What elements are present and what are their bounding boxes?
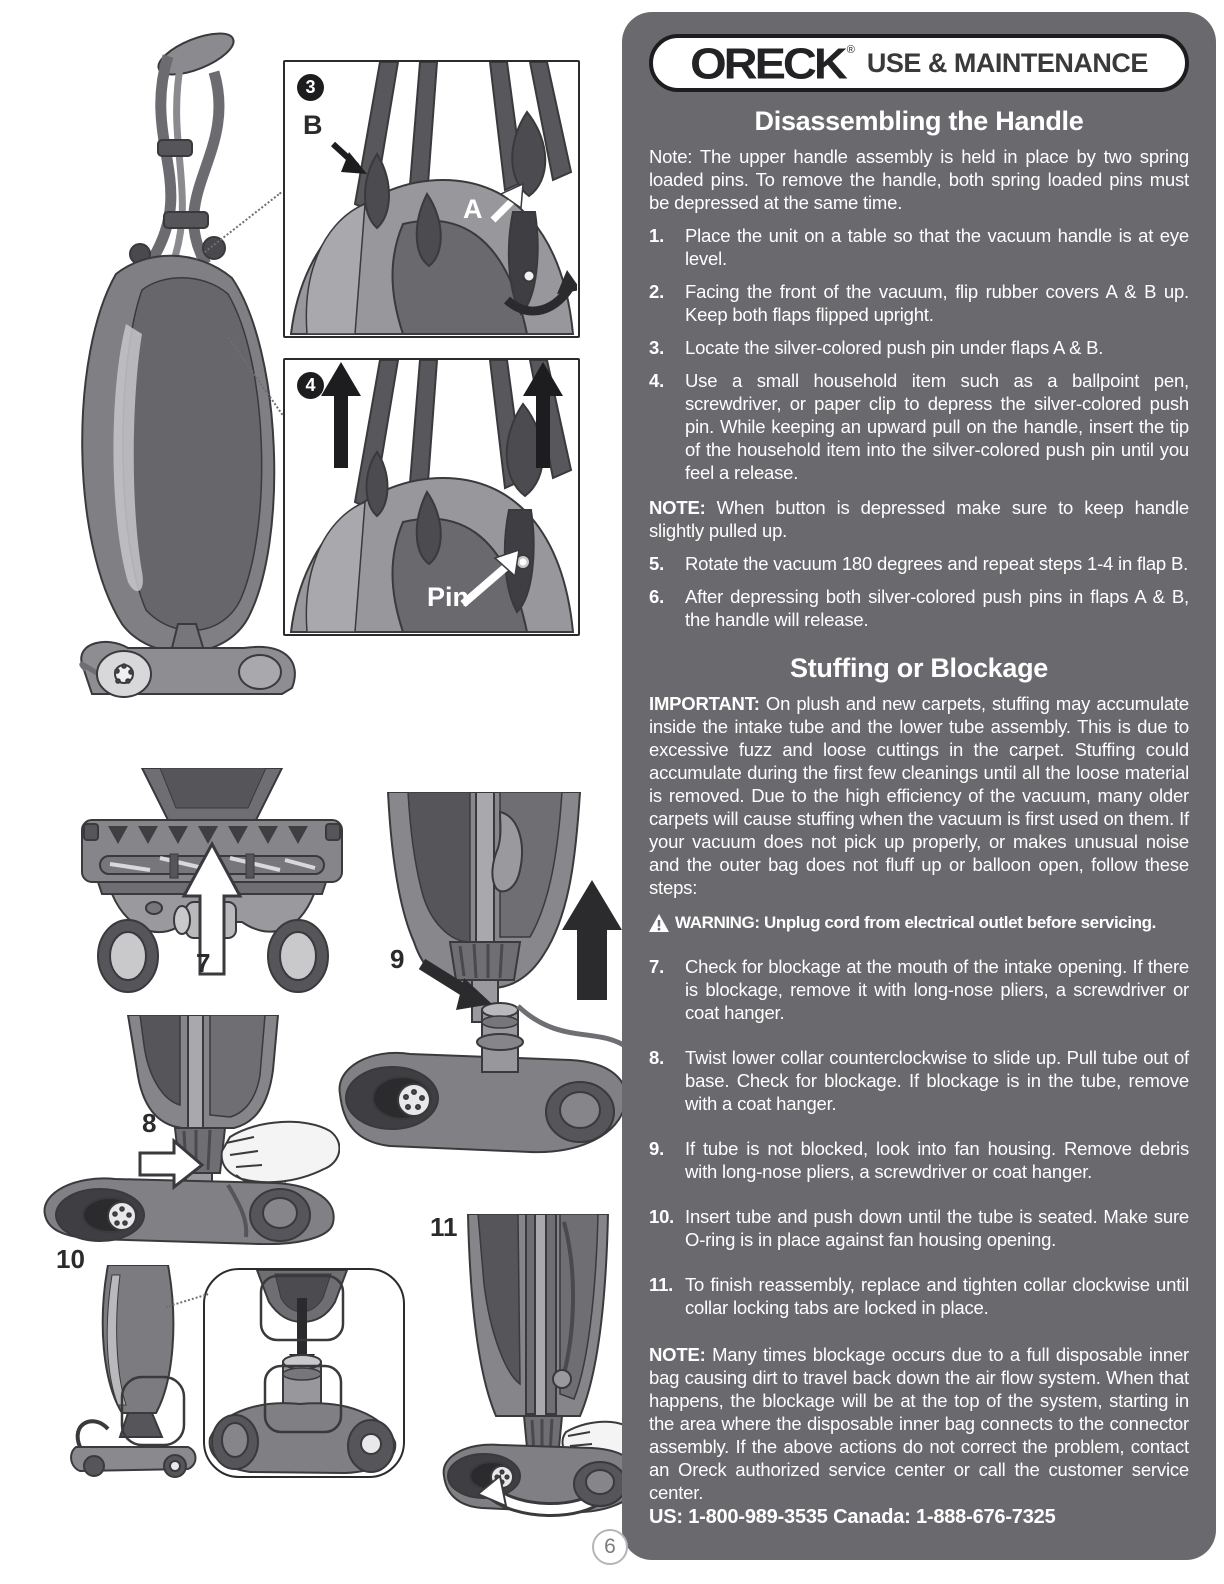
brand-header	[649, 34, 1189, 92]
base-underside-drawing	[70, 768, 355, 1018]
pole	[535, 1214, 546, 1416]
collar-twist-drawing	[40, 1015, 340, 1245]
important-note: IMPORTANT: On plush and new carpets, stuffing may accumulate inside the intake tube and the lower tube assembly. This is due to excessive fuzz and loose cuttings in the carpet. Stuffing could accumulate during the first few cleanings until all the loose material is removed. Due to the high efficiency of the vacuum, many older carpets will cause stuffing when the vacuum is first used on them. If your vacuum does not pick up properly, or makes unusual noise and the outer bag does not fluff up or balloon open, follow these steps:	[649, 693, 1189, 898]
tube-removed-drawing	[330, 792, 630, 1164]
mid-note: NOTE: When button is depressed make sure to keep handle slightly pulled up.	[649, 497, 1189, 541]
service-phone-numbers: US: 1-800-989-3535 Canada: 1-888-676-7325	[649, 1506, 1056, 1528]
registered-mark: ®	[846, 44, 855, 56]
figure-9-label: 9	[390, 944, 405, 974]
warning-triangle-icon	[649, 914, 669, 932]
figure-7-label: 7	[196, 948, 211, 978]
cord-hook	[553, 1370, 571, 1388]
figure-11-label: 11	[430, 1212, 458, 1242]
left-wheel	[84, 1456, 104, 1476]
figure-7-base-underside	[70, 768, 355, 1018]
tube-insert-drawing	[205, 1270, 402, 1475]
oreck-logo: ORECK	[690, 38, 845, 88]
pin-label: Pin	[427, 582, 470, 612]
step-7: 7. Check for blockage at the mouth of the intake opening. If there is blockage, remove it with long-nose pliers, a screwdriver or coat hanger.	[649, 956, 1189, 1023]
header-title: USE & MAINTENANCE	[866, 47, 1148, 78]
figure-10-vacuum	[60, 1265, 205, 1483]
up-arrow-icon	[562, 880, 622, 1000]
upright-vacuum-illustration	[46, 22, 296, 698]
callout-badge-4: 4	[297, 372, 324, 399]
figure-9-fan-housing	[330, 792, 630, 1164]
hand	[222, 1122, 340, 1182]
step-6: 6. After depressing both silver-colored push pins in flaps A & B, the handle will release.	[649, 586, 1189, 630]
rear-wheel	[239, 655, 281, 689]
step-2: 2. Facing the front of the vacuum, flip rubber covers A & B up. Keep both flaps flipped upright.	[649, 281, 1189, 325]
upright-vacuum-drawing	[46, 22, 296, 698]
handle-pole	[188, 1015, 203, 1128]
flap-b-label: B	[303, 110, 323, 140]
figure-8-collar-twist	[40, 1015, 340, 1245]
figure-10-label: 10	[56, 1244, 85, 1274]
tube-insert-detail-inset	[203, 1268, 405, 1478]
power-cord	[518, 1006, 628, 1048]
page-number: 6	[592, 1529, 628, 1565]
base-handle	[78, 1421, 108, 1447]
step-4: 4. Use a small household item such as a ballpoint pen, screwdriver, or paper clip to depress the silver-colored push pin. While keeping an upward pull on the handle, insert the tip of the household item into the silver-colored push pin until you feel a release.	[649, 370, 1189, 483]
handle-pole	[476, 792, 494, 944]
step-10: 10. Insert tube and push down until the tube is seated. Make sure O-ring is in place against fan housing opening.	[649, 1206, 1189, 1250]
step-9: 9. If tube is not blocked, look into fan housing. Remove debris with long-nose pliers, a screwdriver or coat hanger.	[649, 1138, 1189, 1182]
rubber-flap-a	[512, 112, 545, 196]
figure-8-label: 8	[142, 1108, 157, 1138]
disassembling-intro: Note: The upper handle assembly is held in place by two spring loaded pins. To remove the handle, both spring loaded pins must be depressed at the same time.	[649, 146, 1189, 213]
warning-line: WARNING: Unplug cord from electrical outlet before servicing.	[649, 913, 1189, 933]
step-5: 5. Rotate the vacuum 180 degrees and repeat steps 1-4 in flap B.	[649, 553, 1189, 574]
flap-a-label: A	[463, 194, 483, 224]
section-title-stuffing: Stuffing or Blockage	[789, 653, 1048, 683]
handle-detail-box-3	[283, 60, 580, 338]
flaps-detail-drawing	[285, 62, 577, 335]
section-title-disassembling: Disassembling the Handle	[754, 106, 1084, 136]
instructions-panel	[622, 12, 1216, 1560]
step-11: 11. To finish reassembly, replace and tighten collar clockwise until collar locking tabs are locked in place.	[649, 1274, 1189, 1318]
push-pin-dot	[524, 271, 535, 282]
fan-plate	[398, 1084, 430, 1116]
collar-lock-drawing	[440, 1214, 640, 1526]
small-vacuum-drawing	[60, 1265, 205, 1483]
step-8: 8. Twist lower collar counterclockwise to slide up. Pull tube out of base. Check for blockage. If blockage is in the tube, remove with a coat hanger.	[649, 1047, 1189, 1114]
neck	[120, 1413, 162, 1437]
figure-11-collar-lock	[440, 1214, 640, 1526]
end-note: NOTE: Many times blockage occurs due to a full disposable inner bag causing dirt to travel back down the air flow system. When that happens, the blockage will be at the top of the system, starting in the area where the disposable inner bag connects to the connector assembly. If the above actions do not correct the problem, contact an Oreck authorized service center or call the customer service center.	[649, 1344, 1189, 1503]
step-3: 3. Locate the silver-colored push pin under flaps A & B.	[649, 337, 1104, 358]
step-1: 1. Place the unit on a table so that the vacuum handle is at eye level.	[649, 225, 1189, 269]
callout-badge-3: 3	[297, 74, 324, 101]
handle-detail-box-4	[283, 358, 580, 636]
fan-plate	[108, 1202, 136, 1230]
